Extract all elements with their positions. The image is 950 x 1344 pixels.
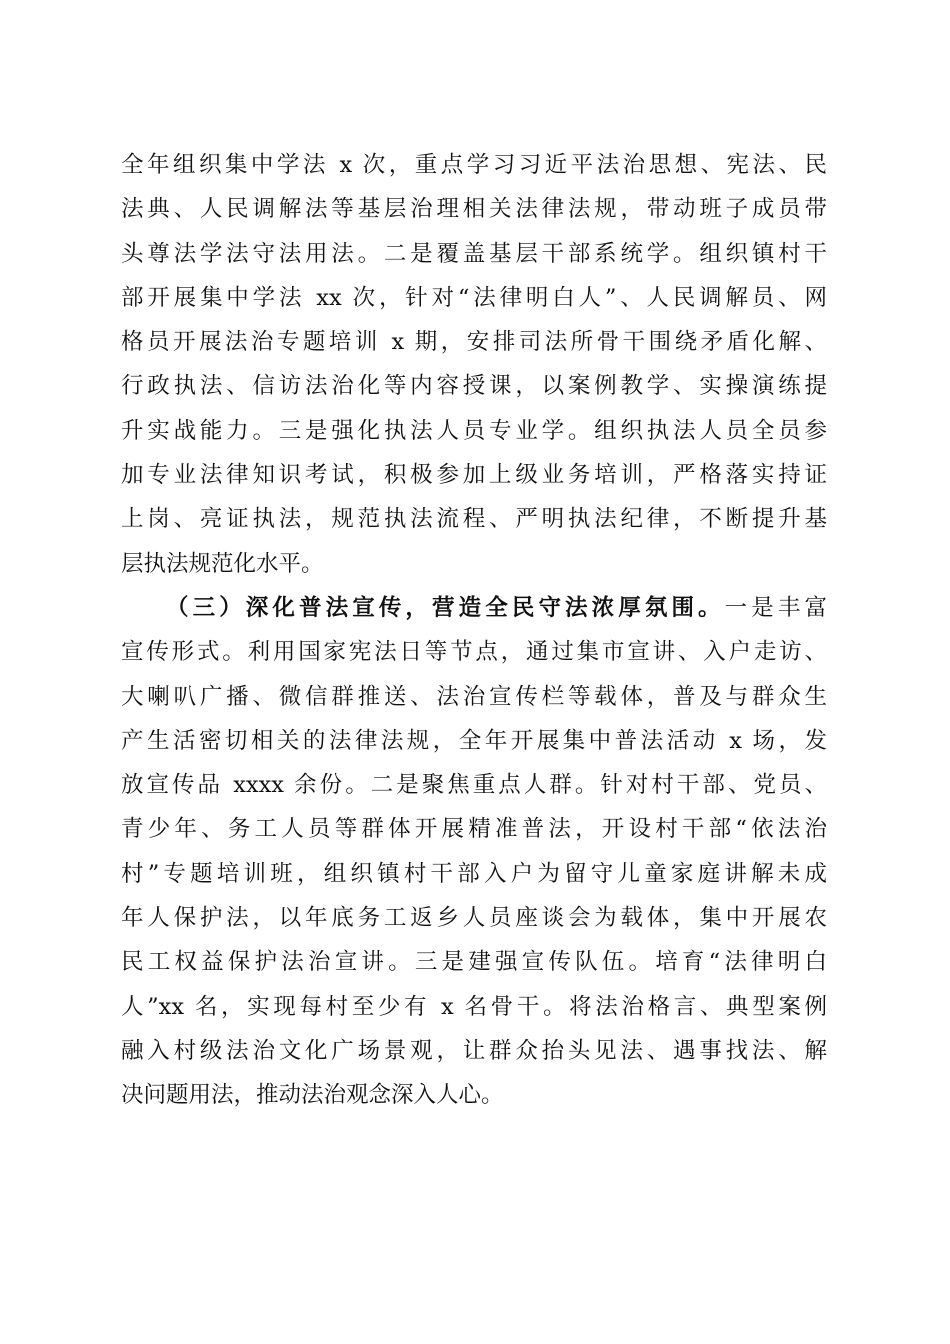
text-line: 青少年、务工人员等群体开展精准普法，开设村干部“依法治 bbox=[121, 816, 827, 843]
text-line: 法典、人民调解法等基层治理相关法律法规，带动班子成员带 bbox=[121, 196, 827, 223]
paragraph-1 bbox=[121, 143, 827, 586]
text-line: 融入村级法治文化广场景观，让群众抬头见法、遇事找法、解 bbox=[121, 1037, 827, 1064]
text-line: 放宣传品 xxxx 余份。二是聚焦重点人群。针对村干部、党员、 bbox=[121, 772, 827, 799]
text-line: 部开展集中学法 xx 次，针对“法律明白人”、人民调解员、网 bbox=[121, 284, 827, 311]
paragraph-2 bbox=[121, 586, 827, 1118]
text-line: 产生活密切相关的法律法规，全年开展集中普法活动 x 场，发 bbox=[121, 727, 827, 754]
text-line: 宣传形式。利用国家宪法日等节点，通过集市宣讲、入户走访、 bbox=[121, 639, 827, 666]
text-line: 升实战能力。三是强化执法人员专业学。组织执法人员全员参 bbox=[121, 417, 827, 444]
section-heading: （三）深化普法宣传，营造全民守法浓厚氛围。 bbox=[166, 594, 725, 621]
text-line: 民工权益保护法治宣讲。三是建强宣传队伍。培育“法律明白 bbox=[121, 949, 827, 976]
text-line: 村”专题培训班，组织镇村干部入户为留守儿童家庭讲解未成 bbox=[121, 860, 827, 887]
text-line: 决问题用法，推动法治观念深入人心。 bbox=[121, 1082, 504, 1109]
paragraph-first-line bbox=[121, 586, 827, 630]
text-line: 全年组织集中学法 x 次，重点学习习近平法治思想、宪法、民 bbox=[121, 152, 827, 178]
text-run: 一是丰富 bbox=[724, 594, 827, 621]
text-line: 人”xx 名，实现每村至少有 x 名骨干。将法治格言、典型案例 bbox=[121, 993, 827, 1020]
text-line: 行政执法、信访法治化等内容授课，以案例教学、实操演练提 bbox=[121, 373, 827, 400]
text-line: 格员开展法治专题培训 x 期，安排司法所骨干围绕矛盾化解、 bbox=[121, 329, 827, 356]
text-line: 大喇叭广播、微信群推送、法治宣传栏等载体，普及与群众生 bbox=[121, 683, 827, 710]
text-line: 上岗、亮证执法，规范执法流程、严明执法纪律，不断提升基 bbox=[121, 506, 827, 533]
text-line: 头尊法学法守法用法。二是覆盖基层干部系统学。组织镇村干 bbox=[121, 240, 827, 267]
text-line: 加专业法律知识考试，积极参加上级业务培训，严格落实持证 bbox=[121, 462, 827, 489]
document-body bbox=[121, 143, 827, 1118]
text-line: 年人保护法，以年底务工返乡人员座谈会为载体，集中开展农 bbox=[121, 905, 827, 932]
text-line: 层执法规范化水平。 bbox=[121, 550, 324, 577]
